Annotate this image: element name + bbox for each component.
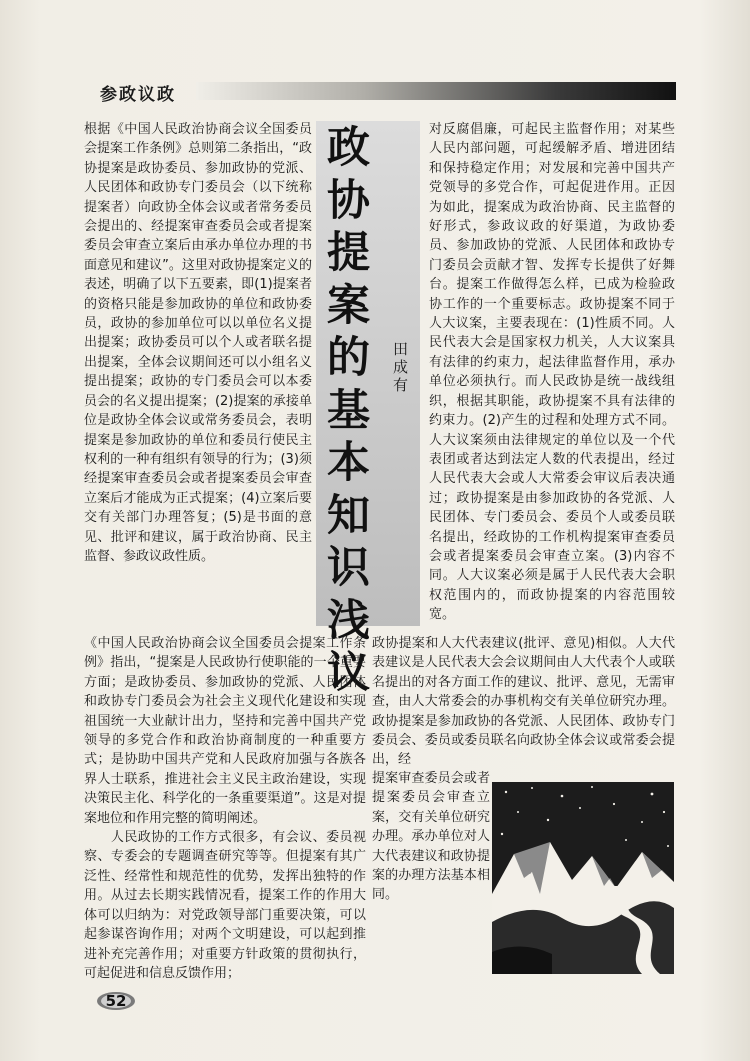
page-number: 52 xyxy=(105,992,127,1010)
header-gradient-bar xyxy=(196,82,676,100)
article-column-5: 提案审查委员会或者提案委员会审查立案，交有关单位研究办理。承办单位对人大代表建议和政协提案的办理方法基本相同。 xyxy=(372,771,490,903)
section-header: 参政议政 xyxy=(100,85,176,105)
article-column-1: 根据《中国人民政治协商会议全国委员会提案工作条例》总则第二条指出，“政协提案是政协委员、参加政协的党派、人民团体和政协专门委员会（以下统称提案者）向政协全体会议或者常务委员会提出的、经提案审查委员会或者提案委员会审查立案后由承办单位办理的书面意见和建议”。这里对政协提案定义的表述，明确了以下五要素，即(1)提案者的资格只能是参加政协的单位和政协委员，政协的参加单位可以以单位名义提出提案；政协委员可以个人或者联名提出提案，全体会议期间还可以小组名义提出提案；政协的专门委员会可以本委员会的名义提出提案；(2)提案的承接单位是政协全体会议或常务委员会，表明提案是参加政协的单位和委员行使民主权利的一种有组织有领导的行为；(3)须经提案审查委员会或者提案委员会审查立案后才能成为正式提案；(4)立案后要交有关部门办理答复；(5)是书面的意见、批评和建议，属于政治协商、民主监督、参政议政性质。 xyxy=(84,122,312,564)
article-column-3: 对反腐倡廉，可起民主监督作用；对某些人民内部问题，可起缓解矛盾、增进团结和保持稳定作用；对发展和完善中国共产党领导的多党合作，可起促进作用。正因为如此，提案成为政治协商、民主监督的好形式，参政议政的好渠道，为政协委员、参加政协的党派、人民团体和政协专门委员会贡献才智、发挥专长提供了好舞台。提案工作做得怎么样，已成为检验政协工作的一个重要标志。政协提案不同于人大议案，主要表现在：(1)性质不同。人民代表大会是国家权力机关，人大议案具有法律的约束力，起法律监督作用，承办单位必须执行。而人民政协是统一战线组织，根据其职能，政协提案不具有法律的约束力。(2)产生的过程和处理方式不同。人大议案须由法律规定的单位以及一个代表团或者达到法定人数的代表提出，经过人民代表大会或人大常委会审议后表决通过；政协提案是由参加政协的各党派、人民团体、专门委员会、委员个人或委员联名提出，经政协的工作机构提案审查委员会或者提案委员会审查立案。(3)内容不同。人大议案必须是属于人民代表大会职权范围内的，而政协提案的内容范围较宽。 xyxy=(429,122,675,623)
article-column-4: 政协提案和人大代表建议(批评、意见)相似。人大代表建议是人民代表大会会议期间由人大代表个人或联名提出的对各方面工作的建议、批评、意见，无需审查，由人大常委会的办事机构交有关单位研究办理。政协提案是参加政协的各党派、人民团体、政协专门委员会、委员或委员联名向政协全体会议或常委会提出，经 xyxy=(372,636,675,768)
article-title: 政协提案的基本知识浅议 xyxy=(327,123,370,698)
article-author: 田成有 xyxy=(393,340,409,394)
article-column-2: 《中国人民政治协商会议全国委员会提案工作条例》指出，“提案是人民政协行使职能的一个重要方面；是政协委员、参加政协的党派、人民团体和政协专门委员会为社会主义现代化建设和实现祖国统一大业献计出力，坚持和完善中国共产党领导的多党合作和政治协商制度的一种重要方式；是协助中国共产党和人民政府加强与各族各界人士联系，推进社会主义民主政治建设，实现决策民主化、科学化的一条重要渠道”。这是对提案地位和作用完整的简明阐述。 人民政协的工作方式很多，有会议、委员视察、专委会的专题调查研究等等。但提案有其广泛性、经常性和规范性的优势，发挥出独特的作用。从过去长期实践情况看，提案工作的作用大体可以归纳为：对党政领导部门重要决策，可以起参谋咨询作用；对两个文明建设，可以起到推进补充完善作用；对重要方针政策的贯彻执行，可起促进和信息反馈作用； xyxy=(84,636,366,981)
page-number-badge xyxy=(96,991,136,1011)
landscape-illustration xyxy=(492,782,674,974)
